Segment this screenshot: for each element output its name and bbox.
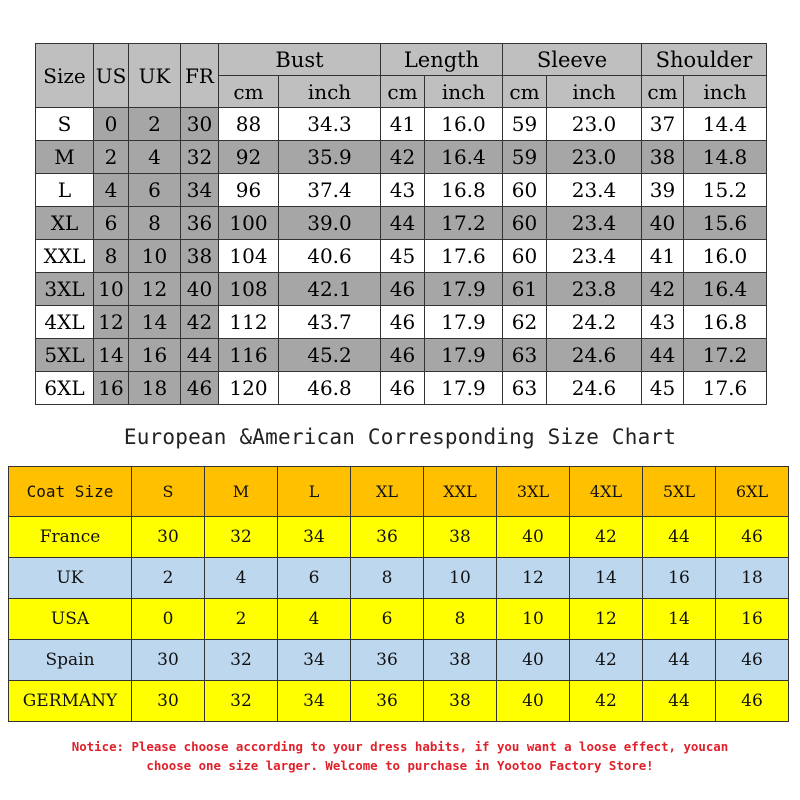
size-value-cell: 36 bbox=[351, 640, 424, 681]
size-value-cell: 14.4 bbox=[684, 108, 767, 141]
corresponding-table-body bbox=[9, 467, 789, 722]
size-value-cell: 61 bbox=[503, 273, 547, 306]
size-value-cell: 16.0 bbox=[425, 108, 503, 141]
size-value-cell: 38 bbox=[181, 240, 219, 273]
size-value-cell: 16 bbox=[129, 339, 181, 372]
size-value-cell: 18 bbox=[716, 558, 789, 599]
size-value-cell: 43.7 bbox=[279, 306, 381, 339]
size-value-cell: 40.6 bbox=[279, 240, 381, 273]
unit-inch: inch bbox=[547, 76, 642, 108]
size-value-cell: 60 bbox=[503, 207, 547, 240]
size-value-cell: 32 bbox=[181, 141, 219, 174]
corr-row-usa bbox=[9, 599, 789, 640]
size-value-cell: 0 bbox=[94, 108, 129, 141]
size-row-l bbox=[36, 174, 767, 207]
size-value-cell: 16.4 bbox=[684, 273, 767, 306]
unit-inch: inch bbox=[279, 76, 381, 108]
size-value-cell: 23.0 bbox=[547, 141, 642, 174]
size-value-cell: 46 bbox=[181, 372, 219, 405]
size-value-cell: 23.4 bbox=[547, 174, 642, 207]
size-value-cell: 42 bbox=[570, 640, 643, 681]
size-value-cell: 100 bbox=[219, 207, 279, 240]
size-header-cell: 4XL bbox=[570, 467, 643, 517]
size-label-cell: L bbox=[36, 174, 94, 207]
size-value-cell: 24.6 bbox=[547, 372, 642, 405]
size-value-cell: 2 bbox=[205, 599, 278, 640]
header-shoulder: Shoulder bbox=[642, 44, 767, 76]
size-value-cell: 16 bbox=[94, 372, 129, 405]
size-value-cell: 34 bbox=[181, 174, 219, 207]
size-value-cell: 41 bbox=[642, 240, 684, 273]
header-bust: Bust bbox=[219, 44, 381, 76]
size-value-cell: 42 bbox=[181, 306, 219, 339]
size-value-cell: 46 bbox=[381, 273, 425, 306]
header-sleeve: Sleeve bbox=[503, 44, 642, 76]
size-value-cell: 36 bbox=[351, 681, 424, 722]
size-value-cell: 40 bbox=[497, 640, 570, 681]
size-row-s bbox=[36, 108, 767, 141]
header-fr: FR bbox=[181, 44, 219, 108]
size-value-cell: 2 bbox=[132, 558, 205, 599]
size-value-cell: 92 bbox=[219, 141, 279, 174]
size-label-cell: S bbox=[36, 108, 94, 141]
size-value-cell: 63 bbox=[503, 372, 547, 405]
size-row-5xl bbox=[36, 339, 767, 372]
size-value-cell: 17.9 bbox=[425, 372, 503, 405]
size-value-cell: 34.3 bbox=[279, 108, 381, 141]
size-value-cell: 17.2 bbox=[425, 207, 503, 240]
size-header-cell: S bbox=[132, 467, 205, 517]
size-value-cell: 35.9 bbox=[279, 141, 381, 174]
corr-row-france bbox=[9, 517, 789, 558]
size-value-cell: 32 bbox=[205, 640, 278, 681]
size-value-cell: 46 bbox=[716, 640, 789, 681]
size-value-cell: 41 bbox=[381, 108, 425, 141]
size-value-cell: 16 bbox=[716, 599, 789, 640]
unit-cm: cm bbox=[503, 76, 547, 108]
size-value-cell: 17.9 bbox=[425, 273, 503, 306]
size-value-cell: 14 bbox=[94, 339, 129, 372]
size-value-cell: 38 bbox=[424, 640, 497, 681]
size-label-cell: 3XL bbox=[36, 273, 94, 306]
size-value-cell: 18 bbox=[129, 372, 181, 405]
size-value-cell: 30 bbox=[132, 640, 205, 681]
unit-inch: inch bbox=[684, 76, 767, 108]
size-value-cell: 14 bbox=[643, 599, 716, 640]
unit-cm: cm bbox=[219, 76, 279, 108]
size-value-cell: 43 bbox=[381, 174, 425, 207]
size-value-cell: 32 bbox=[205, 681, 278, 722]
header-uk: UK bbox=[129, 44, 181, 108]
size-value-cell: 10 bbox=[94, 273, 129, 306]
size-value-cell: 4 bbox=[129, 141, 181, 174]
size-value-cell: 44 bbox=[643, 640, 716, 681]
size-value-cell: 42.1 bbox=[279, 273, 381, 306]
country-label-cell: GERMANY bbox=[9, 681, 132, 722]
size-value-cell: 38 bbox=[642, 141, 684, 174]
size-label-cell: XL bbox=[36, 207, 94, 240]
size-label-cell: XXL bbox=[36, 240, 94, 273]
size-value-cell: 17.6 bbox=[425, 240, 503, 273]
size-value-cell: 45 bbox=[381, 240, 425, 273]
size-value-cell: 38 bbox=[424, 681, 497, 722]
size-value-cell: 15.6 bbox=[684, 207, 767, 240]
size-value-cell: 14 bbox=[570, 558, 643, 599]
size-value-cell: 46 bbox=[381, 339, 425, 372]
size-value-cell: 8 bbox=[129, 207, 181, 240]
size-value-cell: 30 bbox=[132, 681, 205, 722]
size-value-cell: 24.6 bbox=[547, 339, 642, 372]
size-value-cell: 46 bbox=[381, 372, 425, 405]
size-value-cell: 63 bbox=[503, 339, 547, 372]
size-value-cell: 2 bbox=[94, 141, 129, 174]
size-row-xl bbox=[36, 207, 767, 240]
country-label-cell: Spain bbox=[9, 640, 132, 681]
size-value-cell: 6 bbox=[351, 599, 424, 640]
size-value-cell: 17.9 bbox=[425, 306, 503, 339]
country-label-cell: UK bbox=[9, 558, 132, 599]
size-header-cell: XXL bbox=[424, 467, 497, 517]
size-value-cell: 44 bbox=[642, 339, 684, 372]
size-value-cell: 44 bbox=[181, 339, 219, 372]
size-value-cell: 36 bbox=[181, 207, 219, 240]
size-value-cell: 23.4 bbox=[547, 207, 642, 240]
size-value-cell: 6 bbox=[94, 207, 129, 240]
size-value-cell: 6 bbox=[278, 558, 351, 599]
corresponding-size-table bbox=[8, 466, 789, 722]
size-value-cell: 40 bbox=[181, 273, 219, 306]
size-value-cell: 16.4 bbox=[425, 141, 503, 174]
size-value-cell: 8 bbox=[424, 599, 497, 640]
notice-text bbox=[8, 737, 792, 775]
country-label-cell: France bbox=[9, 517, 132, 558]
size-value-cell: 12 bbox=[497, 558, 570, 599]
size-value-cell: 104 bbox=[219, 240, 279, 273]
size-label-cell: 5XL bbox=[36, 339, 94, 372]
coat-size-header: Coat Size bbox=[9, 467, 132, 517]
size-value-cell: 60 bbox=[503, 174, 547, 207]
size-value-cell: 24.2 bbox=[547, 306, 642, 339]
corresponding-chart-title: European &American Corresponding Size Chart bbox=[123, 425, 677, 449]
size-value-cell: 60 bbox=[503, 240, 547, 273]
size-value-cell: 40 bbox=[642, 207, 684, 240]
size-value-cell: 10 bbox=[129, 240, 181, 273]
size-value-cell: 39 bbox=[642, 174, 684, 207]
header-us: US bbox=[94, 44, 129, 108]
country-label-cell: USA bbox=[9, 599, 132, 640]
size-value-cell: 4 bbox=[278, 599, 351, 640]
size-value-cell: 45 bbox=[642, 372, 684, 405]
size-header-cell: 6XL bbox=[716, 467, 789, 517]
size-value-cell: 14 bbox=[129, 306, 181, 339]
size-value-cell: 12 bbox=[129, 273, 181, 306]
size-header-cell: 5XL bbox=[643, 467, 716, 517]
size-value-cell: 8 bbox=[351, 558, 424, 599]
size-row-xxl bbox=[36, 240, 767, 273]
size-value-cell: 30 bbox=[181, 108, 219, 141]
size-row-m bbox=[36, 141, 767, 174]
size-measurement-table bbox=[35, 43, 767, 405]
size-value-cell: 38 bbox=[424, 517, 497, 558]
size-value-cell: 0 bbox=[132, 599, 205, 640]
size-value-cell: 62 bbox=[503, 306, 547, 339]
size-value-cell: 23.8 bbox=[547, 273, 642, 306]
header-length: Length bbox=[381, 44, 503, 76]
corr-header-row bbox=[9, 467, 789, 517]
size-value-cell: 45.2 bbox=[279, 339, 381, 372]
size-value-cell: 88 bbox=[219, 108, 279, 141]
size-value-cell: 116 bbox=[219, 339, 279, 372]
size-label-cell: 4XL bbox=[36, 306, 94, 339]
size-header-cell: L bbox=[278, 467, 351, 517]
size-header-cell: 3XL bbox=[497, 467, 570, 517]
size-value-cell: 40 bbox=[497, 681, 570, 722]
size-value-cell: 16 bbox=[643, 558, 716, 599]
size-value-cell: 44 bbox=[381, 207, 425, 240]
size-value-cell: 42 bbox=[381, 141, 425, 174]
size-value-cell: 46 bbox=[716, 517, 789, 558]
size-header-cell: XL bbox=[351, 467, 424, 517]
size-value-cell: 42 bbox=[570, 517, 643, 558]
size-value-cell: 32 bbox=[205, 517, 278, 558]
size-value-cell: 15.2 bbox=[684, 174, 767, 207]
size-value-cell: 59 bbox=[503, 108, 547, 141]
size-value-cell: 108 bbox=[219, 273, 279, 306]
corr-row-germany bbox=[9, 681, 789, 722]
size-value-cell: 44 bbox=[643, 517, 716, 558]
size-value-cell: 10 bbox=[497, 599, 570, 640]
size-value-cell: 42 bbox=[642, 273, 684, 306]
size-value-cell: 40 bbox=[497, 517, 570, 558]
size-value-cell: 16.0 bbox=[684, 240, 767, 273]
size-value-cell: 12 bbox=[570, 599, 643, 640]
unit-inch: inch bbox=[425, 76, 503, 108]
corr-row-uk bbox=[9, 558, 789, 599]
size-value-cell: 36 bbox=[351, 517, 424, 558]
size-value-cell: 112 bbox=[219, 306, 279, 339]
unit-cm: cm bbox=[642, 76, 684, 108]
size-value-cell: 17.9 bbox=[425, 339, 503, 372]
size-value-cell: 2 bbox=[129, 108, 181, 141]
size-value-cell: 17.2 bbox=[684, 339, 767, 372]
notice-line-1: Notice: Please choose according to your dress habits, if you want a loose effect, youcan bbox=[71, 739, 729, 754]
size-value-cell: 120 bbox=[219, 372, 279, 405]
corr-row-spain bbox=[9, 640, 789, 681]
size-value-cell: 46.8 bbox=[279, 372, 381, 405]
size-label-cell: 6XL bbox=[36, 372, 94, 405]
size-value-cell: 4 bbox=[94, 174, 129, 207]
notice-line-2: choose one size larger. Welcome to purchase in Yootoo Factory Store! bbox=[146, 758, 654, 773]
size-value-cell: 17.6 bbox=[684, 372, 767, 405]
size-value-cell: 34 bbox=[278, 640, 351, 681]
size-value-cell: 46 bbox=[381, 306, 425, 339]
unit-cm: cm bbox=[381, 76, 425, 108]
size-value-cell: 10 bbox=[424, 558, 497, 599]
size-value-cell: 39.0 bbox=[279, 207, 381, 240]
size-row-6xl bbox=[36, 372, 767, 405]
size-value-cell: 8 bbox=[94, 240, 129, 273]
size-value-cell: 34 bbox=[278, 681, 351, 722]
size-value-cell: 16.8 bbox=[684, 306, 767, 339]
size-value-cell: 44 bbox=[643, 681, 716, 722]
size-value-cell: 23.0 bbox=[547, 108, 642, 141]
size-value-cell: 23.4 bbox=[547, 240, 642, 273]
size-row-4xl bbox=[36, 306, 767, 339]
size-table-body bbox=[36, 108, 767, 405]
size-value-cell: 6 bbox=[129, 174, 181, 207]
size-value-cell: 43 bbox=[642, 306, 684, 339]
header-size: Size bbox=[36, 44, 94, 108]
size-label-cell: M bbox=[36, 141, 94, 174]
size-value-cell: 37 bbox=[642, 108, 684, 141]
size-value-cell: 37.4 bbox=[279, 174, 381, 207]
size-header-cell: M bbox=[205, 467, 278, 517]
size-value-cell: 12 bbox=[94, 306, 129, 339]
size-value-cell: 16.8 bbox=[425, 174, 503, 207]
size-value-cell: 42 bbox=[570, 681, 643, 722]
size-value-cell: 30 bbox=[132, 517, 205, 558]
size-value-cell: 14.8 bbox=[684, 141, 767, 174]
size-value-cell: 96 bbox=[219, 174, 279, 207]
size-value-cell: 4 bbox=[205, 558, 278, 599]
size-value-cell: 59 bbox=[503, 141, 547, 174]
size-value-cell: 34 bbox=[278, 517, 351, 558]
size-row-3xl bbox=[36, 273, 767, 306]
size-value-cell: 46 bbox=[716, 681, 789, 722]
